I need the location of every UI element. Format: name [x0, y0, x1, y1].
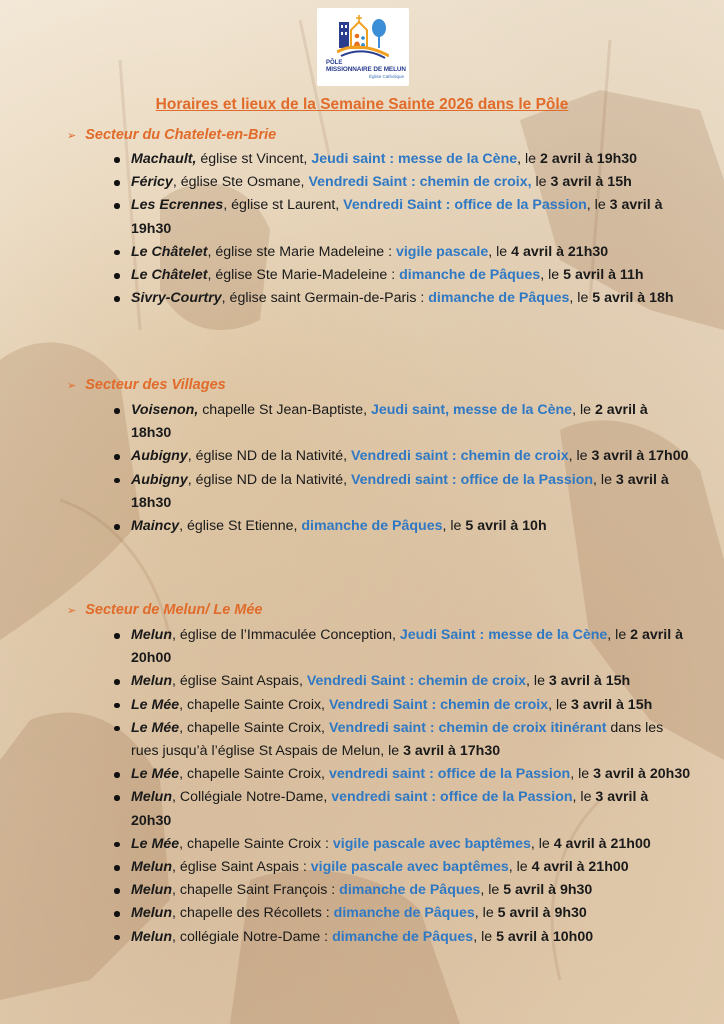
list-item: Aubigny, église ND de la Nativité, Vendredi saint : office de la Passion, le 3 avril à 18h30: [131, 469, 691, 515]
logo-text-eglise: Église Catholique: [369, 74, 405, 79]
arrow-bullet-icon: ➢: [67, 130, 77, 142]
list-item: Melun, église Saint Aspais : vigile pascale avec baptêmes, le 4 avril à 21h00: [131, 856, 691, 879]
list-item: Melun, chapelle des Récollets : dimanche de Pâques, le 5 avril à 9h30: [131, 902, 691, 925]
schedule-list-villages: [131, 399, 691, 538]
list-item: Le Châtelet, église ste Marie Madeleine : vigile pascale, le 4 avril à 21h30: [131, 241, 691, 264]
logo-text-missionnaire: MISSIONNAIRE DE MELUN: [326, 66, 406, 73]
schedule-list-chatelet: [131, 148, 691, 310]
document-title: Horaires et lieux de la Semaine Sainte 2026 dans le Pôle: [155, 96, 569, 113]
list-item: Melun, Collégiale Notre-Dame, vendredi saint : office de la Passion, le 3 avril à 20h30: [131, 786, 691, 832]
logo-text-pole: PÔLE: [326, 60, 343, 66]
pole-missionnaire-logo: [317, 8, 409, 86]
list-item: Sivry-Courtry, église saint Germain-de-Paris : dimanche de Pâques, le 5 avril à 18h: [131, 287, 691, 310]
list-item: Melun, chapelle Saint François : dimanche de Pâques, le 5 avril à 9h30: [131, 879, 691, 902]
list-item: Les Ecrennes, église st Laurent, Vendredi Saint : office de la Passion, le 3 avril à 19h30: [131, 194, 691, 240]
list-item: Féricy, église Ste Osmane, Vendredi Saint : chemin de croix, le 3 avril à 15h: [131, 171, 691, 194]
schedule-list-melun: [131, 624, 691, 949]
list-item: Aubigny, église ND de la Nativité, Vendredi saint : chemin de croix, le 3 avril à 17h00: [131, 445, 691, 468]
logo-emblem-icon: [337, 12, 389, 60]
list-item: Machault, église st Vincent, Jeudi saint : messe de la Cène, le 2 avril à 19h30: [131, 148, 691, 171]
sector-heading-villages: ➢ Secteur des Villages: [67, 377, 226, 393]
arrow-bullet-icon: ➢: [67, 605, 77, 617]
list-item: Le Mée, chapelle Sainte Croix : vigile pascale avec baptêmes, le 4 avril à 21h00: [131, 833, 691, 856]
list-item: Melun, église de l’Immaculée Conception, Jeudi Saint : messe de la Cène, le 2 avril à 20h00: [131, 624, 691, 670]
list-item: Voisenon, chapelle St Jean-Baptiste, Jeudi saint, messe de la Cène, le 2 avril à 18h30: [131, 399, 691, 445]
list-item: Le Mée, chapelle Sainte Croix, Vendredi Saint : chemin de croix, le 3 avril à 15h: [131, 694, 691, 717]
list-item: Le Mée, chapelle Sainte Croix, Vendredi saint : chemin de croix itinérant dans les rues jusqu’à l’église St Aspais de Melun, le 3 avril à 17h30: [131, 717, 691, 763]
sector-heading-melun: ➢ Secteur de Melun/ Le Mée: [67, 602, 263, 618]
arrow-bullet-icon: ➢: [67, 380, 77, 392]
list-item: Le Mée, chapelle Sainte Croix, vendredi saint : office de la Passion, le 3 avril à 20h30: [131, 763, 691, 786]
list-item: Maincy, église St Etienne, dimanche de Pâques, le 5 avril à 10h: [131, 515, 691, 538]
list-item: Melun, collégiale Notre-Dame : dimanche de Pâques, le 5 avril à 10h00: [131, 926, 691, 949]
list-item: Le Châtelet, église Ste Marie-Madeleine : dimanche de Pâques, le 5 avril à 11h: [131, 264, 691, 287]
list-item: Melun, église Saint Aspais, Vendredi Saint : chemin de croix, le 3 avril à 15h: [131, 670, 691, 693]
sector-heading-chatelet: ➢ Secteur du Chatelet-en-Brie: [67, 127, 277, 143]
